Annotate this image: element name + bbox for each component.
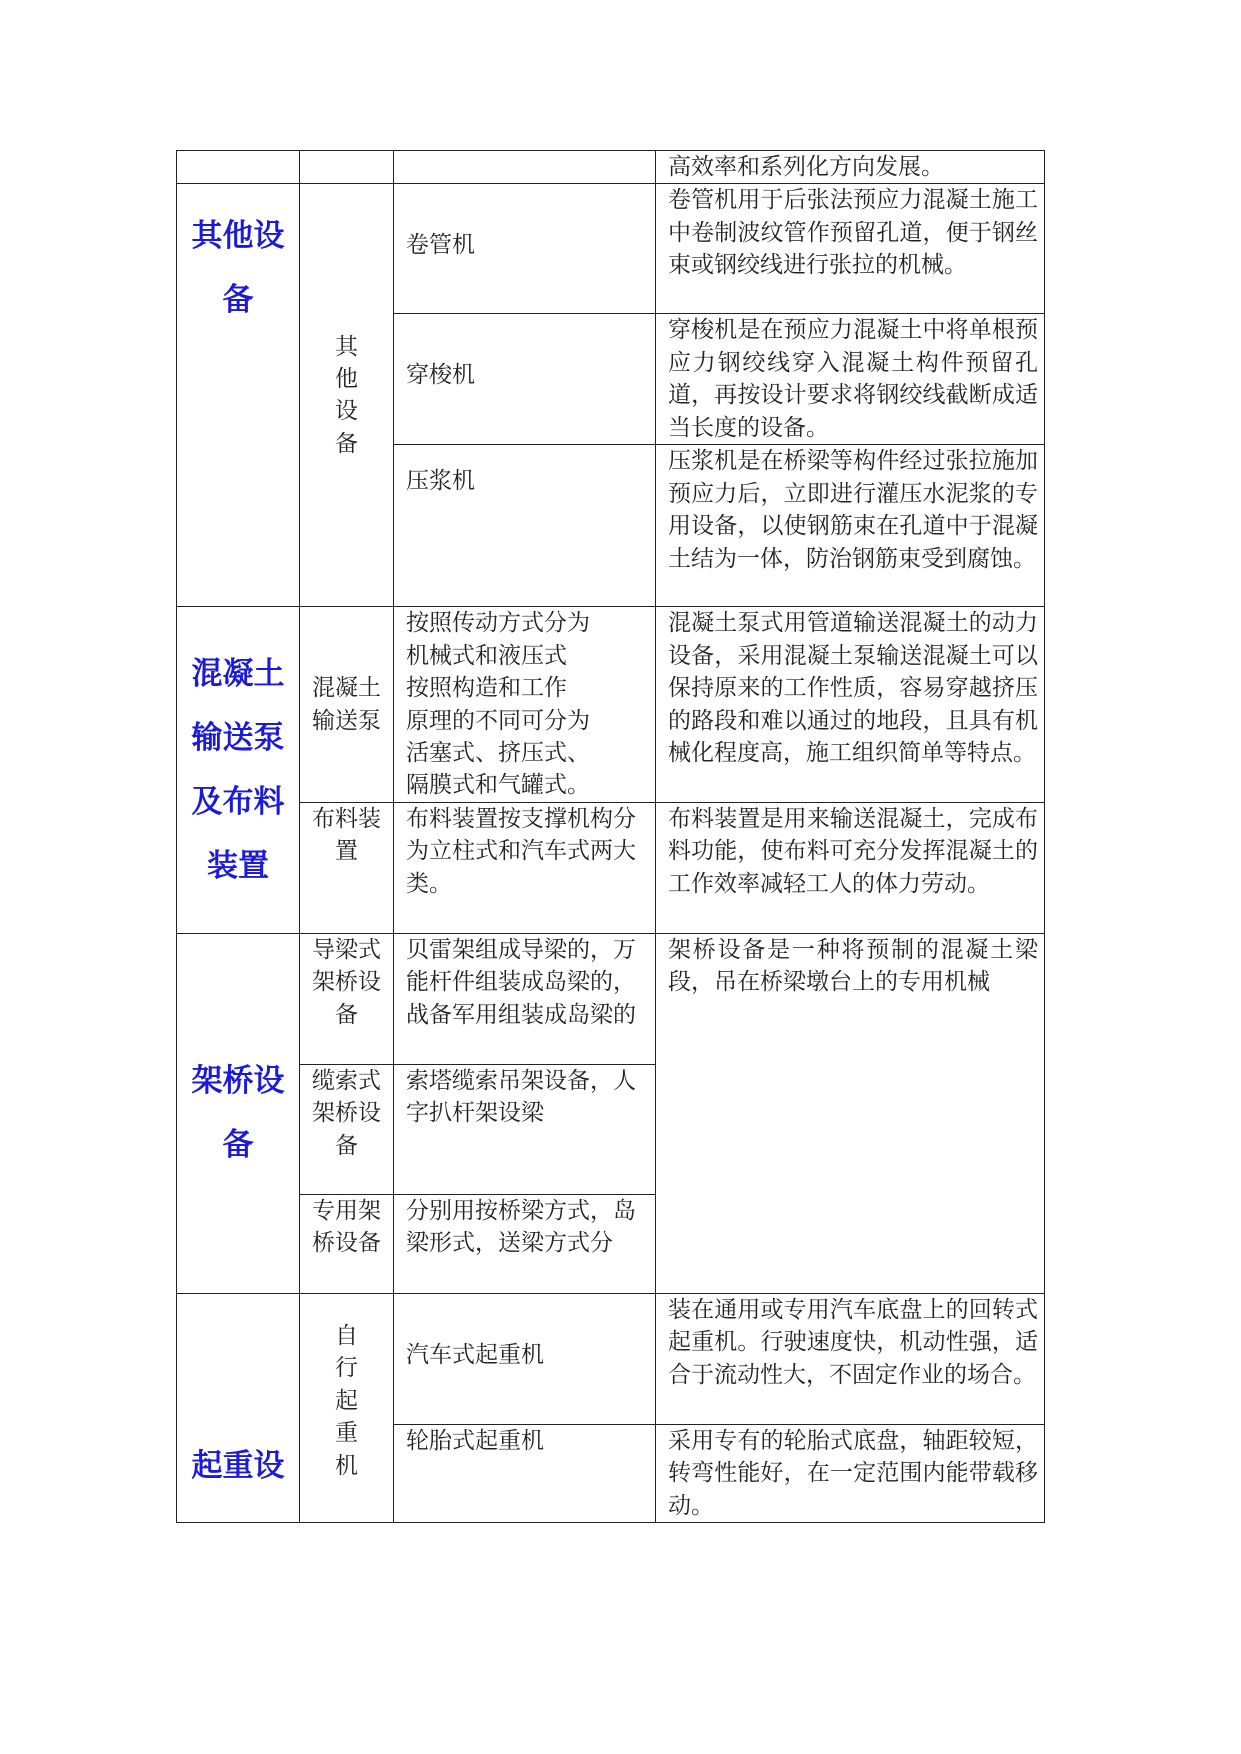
subcategory-cell [300,151,394,184]
table-row [177,151,1045,184]
description-cell: 卷管机用于后张法预应力混凝土施工中卷制波纹管作预留孔道，便于钢丝束或钢绞线进行张拉的机械。 [656,184,1045,314]
item-cell: 汽车式起重机 [394,1293,656,1424]
description-cell: 采用专有的轮胎式底盘，轴距较短，转弯性能好，在一定范围内能带载移动。 [656,1424,1045,1522]
category-cell: 起重设 [177,1293,300,1522]
equipment-table [176,150,1045,1523]
item-cell: 索塔缆索吊架设备，人字扒杆架设梁 [394,1064,656,1194]
item-cell: 轮胎式起重机 [394,1424,656,1522]
subcategory-cell: 自行起重机 [300,1293,394,1522]
description-cell: 高效率和系列化方向发展。 [656,151,1045,184]
category-cell: 架桥设备 [177,933,300,1293]
subcategory-cell: 布料装置 [300,802,394,933]
description-cell: 穿梭机是在预应力混凝土中将单根预应力钢绞线穿入混凝土构件预留孔道，再按设计要求将钢绞线截断成适当长度的设备。 [656,314,1045,445]
table-row [177,607,1045,802]
item-cell: 压浆机 [394,445,656,607]
subcategory-cell: 导梁式架桥设备 [300,933,394,1064]
table-row [177,802,1045,933]
description-cell: 架桥设备是一种将预制的混凝土梁段，吊在桥梁墩台上的专用机械 [656,933,1045,1293]
table-row [177,933,1045,1064]
category-cell: 混凝土输送泵及布料装置 [177,607,300,933]
subcategory-cell: 缆索式架桥设备 [300,1064,394,1194]
subcategory-cell: 混凝土输送泵 [300,607,394,802]
subcategory-cell: 其他设备 [300,184,394,607]
table-row [177,184,1045,314]
subcategory-cell: 专用架桥设备 [300,1194,394,1293]
item-cell: 分别用按桥梁方式，岛梁形式，送梁方式分 [394,1194,656,1293]
description-cell: 布料装置是用来输送混凝土，完成布料功能，使布料可充分发挥混凝土的工作效率减轻工人的体力劳动。 [656,802,1045,933]
item-cell: 穿梭机 [394,314,656,445]
category-cell [177,151,300,184]
category-cell: 其他设备 [177,184,300,607]
item-cell [394,151,656,184]
item-cell: 贝雷架组成导梁的，万能杆件组装成岛梁的，战备军用组装成岛梁的 [394,933,656,1064]
item-cell: 布料装置按支撑机构分为立柱式和汽车式两大类。 [394,802,656,933]
item-cell: 卷管机 [394,184,656,314]
table-row [177,1293,1045,1424]
description-cell: 压浆机是在桥梁等构件经过张拉施加预应力后，立即进行灌压水泥浆的专用设备，以使钢筋束在孔道中于混凝土结为一体，防治钢筋束受到腐蚀。 [656,445,1045,607]
item-cell: 按照传动方式分为 机械式和液压式 按照构造和工作 原理的不同可分为 活塞式、挤压式、 隔膜式和气罐式。 [394,607,656,802]
description-cell: 混凝土泵式用管道输送混凝土的动力设备，采用混凝土泵输送混凝土可以保持原来的工作性质，容易穿越挤压的路段和难以通过的地段，且具有机械化程度高，施工组织简单等特点。 [656,607,1045,802]
description-cell: 装在通用或专用汽车底盘上的回转式起重机。行驶速度快，机动性强，适合于流动性大，不固定作业的场合。 [656,1293,1045,1424]
